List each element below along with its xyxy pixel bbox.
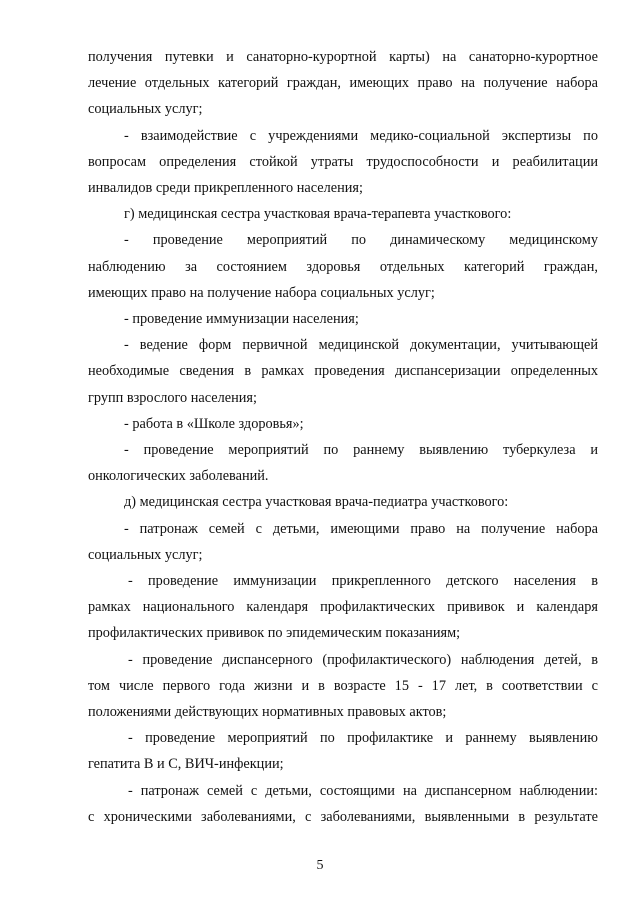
text-line: г) медицинская сестра участковая врача-терапевта участкового: — [124, 206, 512, 223]
page-number: 5 — [316, 858, 324, 873]
paragraph — [88, 568, 598, 647]
text-line: - проведение иммунизации населения; — [124, 311, 359, 328]
paragraph — [88, 44, 598, 123]
text-line: социальных услуг; — [88, 101, 203, 118]
text-line: - патронаж семей с детьми, имеющими право на получение набора — [124, 520, 598, 537]
text-line: наблюдению за состоянием здоровья отдельных категорий граждан, — [88, 258, 598, 275]
text-line: - проведение мероприятий по профилактике и раннему выявлению — [128, 730, 598, 747]
paragraph — [88, 306, 598, 332]
text-line: имеющих право на получение набора социальных услуг; — [88, 284, 435, 301]
text-line: том числе первого года жизни и в возрасте 15 - 17 лет, в соответствии с — [88, 677, 598, 694]
text-line: вопросам определения стойкой утраты трудоспособности и реабилитации — [88, 153, 598, 170]
text-line: получения путевки и санаторно-курортной карты) на санаторно-курортное — [88, 49, 598, 65]
text-line: социальных услуг; — [88, 546, 203, 563]
text-line: - патронаж семей с детьми, состоящими на диспансерном наблюдении: — [128, 782, 598, 799]
text-line: - ведение форм первичной медицинской документации, учитывающей — [124, 337, 598, 354]
paragraph — [88, 516, 598, 568]
paragraph — [88, 332, 598, 411]
text-line: гепатита В и С, ВИЧ-инфекции; — [88, 756, 284, 773]
text-line: инвалидов среди прикрепленного населения; — [88, 180, 363, 197]
text-line: положениями действующих нормативных правовых актов; — [88, 704, 447, 721]
document-body — [88, 44, 598, 830]
text-line: - проведение иммунизации прикрепленного детского населения в — [128, 573, 598, 590]
paragraph — [88, 437, 598, 489]
paragraph — [88, 778, 598, 830]
text-line: онкологических заболеваний. — [88, 468, 269, 485]
text-line: профилактических прививок по эпидемическим показаниям; — [88, 625, 461, 642]
paragraph — [88, 647, 598, 726]
text-line: - взаимодействие с учреждениями медико-социальной экспертизы по — [124, 127, 598, 144]
paragraph — [88, 227, 598, 306]
subsection-heading — [88, 489, 598, 515]
text-line: д) медицинская сестра участковая врача-педиатра участкового: — [124, 494, 509, 511]
text-line: - проведение мероприятий по раннему выявлению туберкулеза и — [124, 442, 598, 459]
text-line: - проведение диспансерного (профилактического) наблюдения детей, в — [128, 651, 598, 668]
text-line: - работа в «Школе здоровья»; — [124, 415, 304, 432]
paragraph — [88, 725, 598, 777]
text-line: групп взрослого населения; — [88, 389, 257, 406]
text-line: с хроническими заболеваниями, с заболеваниями, выявленными в результате — [88, 808, 598, 825]
text-line: - проведение мероприятий по динамическому медицинскому — [124, 232, 598, 249]
text-line: рамках национального календаря профилактических прививок и календаря — [88, 599, 598, 616]
text-line: лечение отдельных категорий граждан, имеющих право на получение набора — [88, 75, 598, 92]
paragraph — [88, 123, 598, 202]
paragraph — [88, 411, 598, 437]
subsection-heading — [88, 201, 598, 227]
text-line: необходимые сведения в рамках проведения диспансеризации определенных — [88, 363, 598, 380]
